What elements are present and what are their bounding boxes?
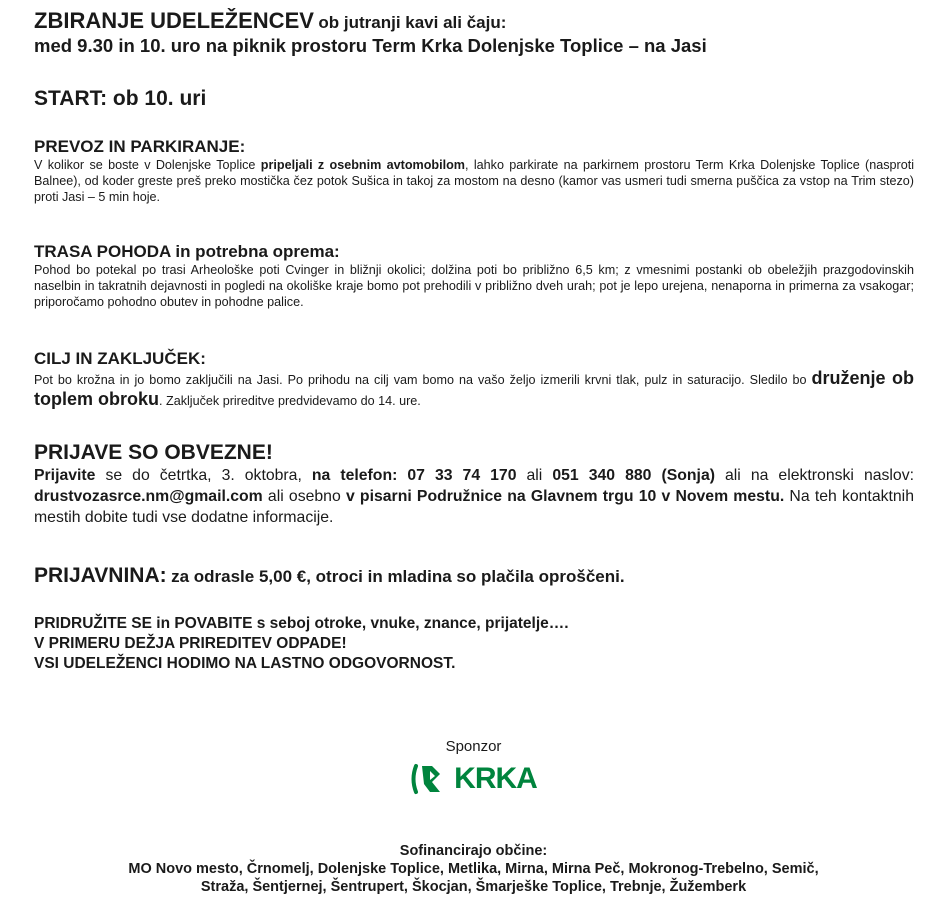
cofinance-municipalities-1: MO Novo mesto, Črnomelj, Dolenjske Toplice, Metlika, Mirna, Mirna Peč, Mokronog-Trebelno, Semič, <box>128 861 819 877</box>
krka-logo-icon <box>410 762 450 796</box>
krka-logo-text: KRKA <box>454 762 537 795</box>
closing-responsibility: VSI UDELEŽENCI HODIMO NA LASTNO ODGOVORNOST. <box>34 655 456 672</box>
cofinance-municipalities-2: Straža, Šentjernej, Šentrupert, Škocjan, Šmarješke Toplice, Trebnje, Žužemberk <box>200 879 747 895</box>
finish-section <box>34 349 914 411</box>
registration-email: drustvozasrce.nm@gmail.com <box>34 488 263 505</box>
sponsor-logo-row <box>0 762 947 801</box>
start-time: START: ob 10. uri <box>34 87 207 110</box>
registration-part: ali osebno <box>262 488 346 505</box>
closing-section <box>34 614 914 674</box>
route-heading: TRASA POHODA in potrebna oprema: <box>34 242 340 261</box>
registration-phone: na telefon: 07 33 74 170 <box>311 467 517 484</box>
registration-text <box>34 465 914 528</box>
registration-part: ali <box>516 467 553 484</box>
krka-logo <box>410 762 537 796</box>
gathering-time-place: med 9.30 in 10. uro na piknik prostoru Term Krka Dolenjske Toplice – na Jasi <box>34 35 707 56</box>
transport-heading: PREVOZ IN PARKIRANJE: <box>34 137 246 156</box>
fee-label: PRIJAVNINA: <box>34 564 167 587</box>
transport-text <box>34 157 914 205</box>
gathering-title: ZBIRANJE UDELEŽENCEV <box>34 8 314 33</box>
finish-text-part: . Zaključek prireditve predvidevamo do 14. ure. <box>159 394 421 408</box>
transport-text-part: , lahko parkirate na parkirnem prostoru Term Krka Dolenjske Toplice (nasproti Balnee), od koder greste preš preko mostička čez potok Sušica in takoj za mostom na desno (kamor vas usmeri tudi smerna puščica za vstop na Trim stezo) proti Jasi – 5 min hoje. <box>34 158 915 204</box>
registration-part: Na teh kontaktnih mestih dobite tudi vse dodatne informacije. <box>34 488 914 526</box>
finish-text-bold: druženje ob toplem obroku <box>34 368 914 409</box>
finish-text-part: Pot bo krožna in jo bomo zaključili na Jasi. Po prihodu na cilj vam bomo na vašo željo izmerili krvni tlak, pulz in saturacijo. Sledilo bo <box>34 373 812 387</box>
registration-part: ali na elektronski naslov: <box>715 467 914 484</box>
registration-section <box>34 440 914 528</box>
fee-text: za odrasle 5,00 €, otroci in mladina so plačila oproščeni. <box>171 567 625 586</box>
finish-text <box>34 369 914 411</box>
cofinance-label: Sofinancirajo občine: <box>399 843 548 859</box>
registration-phone-2: 051 340 880 (Sonja) <box>552 467 715 484</box>
gathering-section <box>34 8 914 58</box>
transport-text-bold: pripeljali z osebnim avtomobilom <box>260 158 466 172</box>
transport-section <box>34 137 914 205</box>
registration-part: Prijavite <box>34 467 96 484</box>
finish-heading: CILJ IN ZAKLJUČEK: <box>34 349 206 368</box>
sponsor-label: Sponzor <box>445 738 502 755</box>
registration-heading: PRIJAVE SO OBVEZNE! <box>34 441 273 464</box>
route-section <box>34 242 914 310</box>
registration-part: se do četrtka, 3. oktobra, <box>95 467 312 484</box>
fee-section <box>34 563 914 589</box>
route-text: Pohod bo potekal po trasi Arheološke poti Cvinger in bližnji okolici; dolžina poti bo približno 6,5 km; z vmesnimi postanki ob obeležjih prazgodovinskih naselbin in takratnih dejavnosti in pogledi na okoliške kraje bomo pot prehodili v približno dveh urah; pot je lepo urejena, nenaporna in primerna za vsakogar; priporočamo pohodno obutev in pohodne palice. <box>34 263 914 309</box>
gathering-title-suffix: ob jutranji kavi ali čaju: <box>318 13 507 32</box>
cofinance-section <box>0 842 947 896</box>
transport-text-part: V kolikor se boste v Dolenjske Toplice <box>34 158 261 172</box>
registration-office: v pisarni Podružnice na Glavnem trgu 10 v Novem mestu. <box>345 488 785 505</box>
closing-rain-notice: V PRIMERU DEŽJA PRIREDITEV ODPADE! <box>34 635 347 652</box>
closing-invite: PRIDRUŽITE SE in POVABITE s seboj otroke, vnuke, znance, prijatelje…. <box>34 615 569 632</box>
